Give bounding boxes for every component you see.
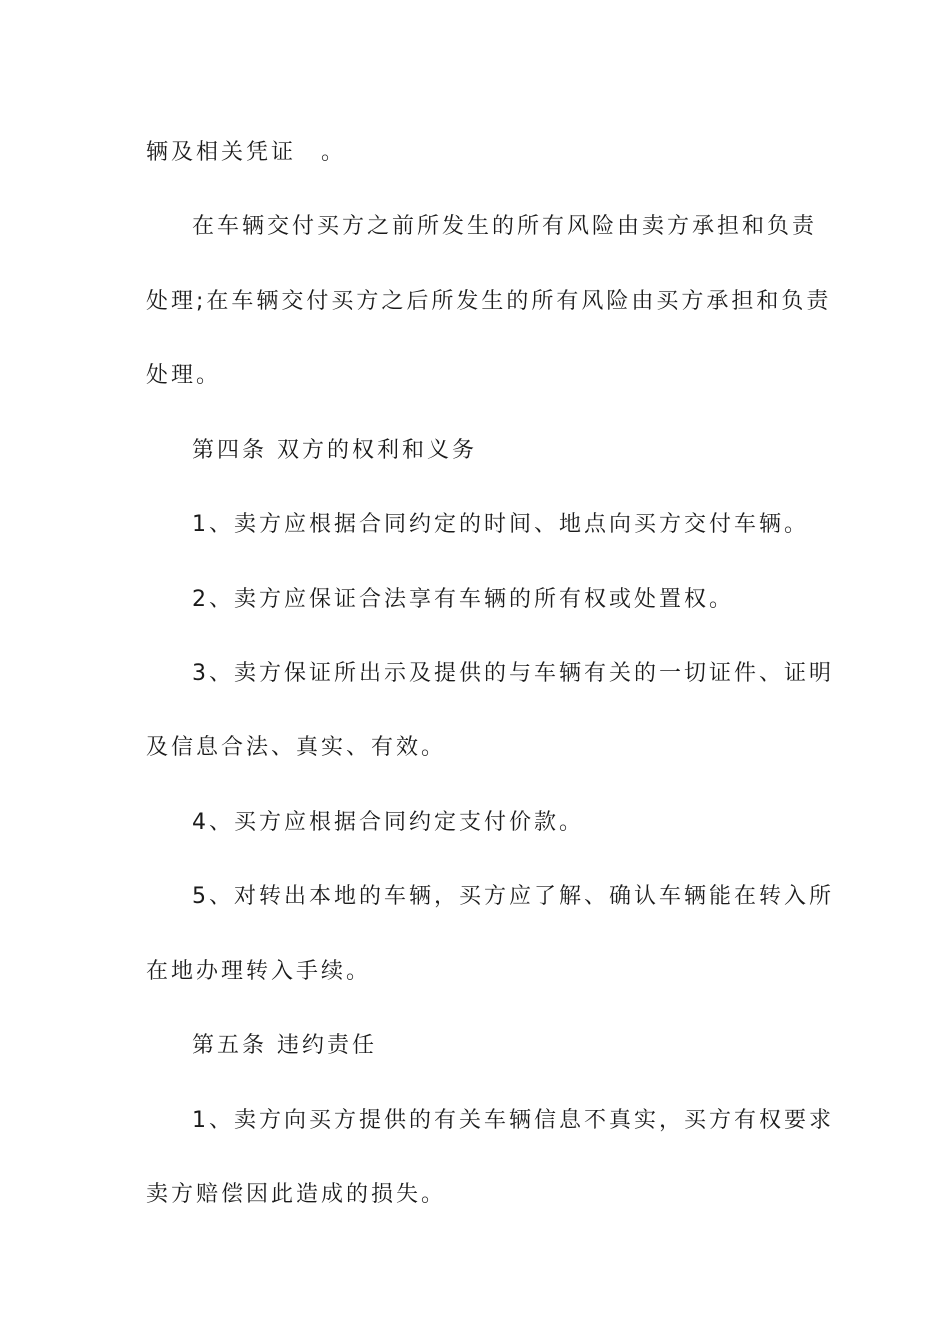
paragraph-line-risk-transfer: 在车辆交付买方之前所发生的所有风险由卖方承担和负责: [192, 214, 818, 239]
list-item-4-1: 1、卖方应根据合同约定的时间、地点向买方交付车辆。: [192, 512, 809, 537]
paragraph-line-risk-transfer-cont: 处理;在车辆交付买方之后所发生的所有风险由买方承担和负责: [146, 289, 832, 314]
list-item-4-5-cont: 在地办理转入手续。: [146, 959, 372, 984]
list-item-4-4: 4、买方应根据合同约定支付价款。: [192, 810, 584, 835]
list-item-4-5: 5、对转出本地的车辆，买方应了解、确认车辆能在转入所: [192, 884, 834, 909]
list-item-5-1-cont: 卖方赔偿因此造成的损失。: [146, 1182, 447, 1207]
list-item-4-3-cont: 及信息合法、真实、有效。: [146, 735, 447, 760]
list-item-4-2: 2、卖方应保证合法享有车辆的所有权或处置权。: [192, 587, 734, 612]
paragraph-line-continuation: 辆及相关凭证 。: [146, 140, 347, 165]
list-item-5-1: 1、卖方向买方提供的有关车辆信息不真实，买方有权要求: [192, 1108, 834, 1133]
paragraph-line-risk-transfer-end: 处理。: [146, 363, 222, 388]
section-heading-article-4: 第四条 双方的权利和义务: [192, 438, 477, 463]
list-item-4-3: 3、卖方保证所出示及提供的与车辆有关的一切证件、证明: [192, 661, 834, 686]
section-heading-article-5: 第五条 违约责任: [192, 1033, 377, 1058]
